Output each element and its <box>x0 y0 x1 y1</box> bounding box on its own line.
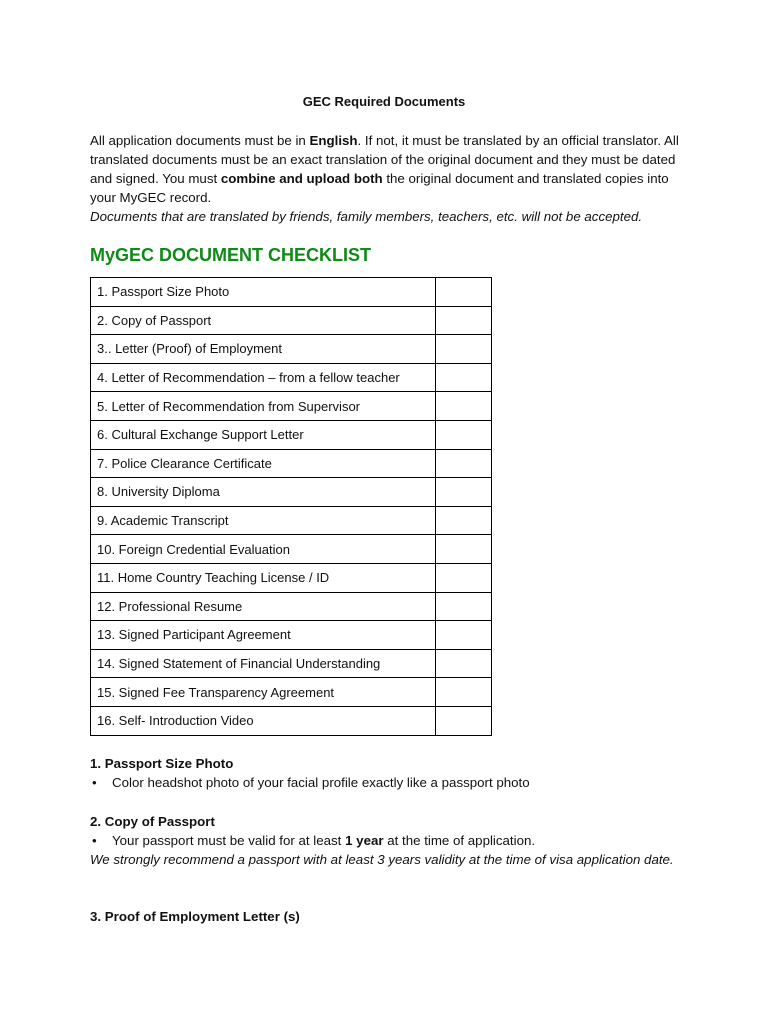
intro-paragraph <box>90 131 690 226</box>
checklist-item-label: 11. Home Country Teaching License / ID <box>91 563 436 592</box>
checklist-check-cell[interactable] <box>436 621 492 650</box>
checklist-row <box>91 592 492 621</box>
checklist-heading: MyGEC DOCUMENT CHECKLIST <box>90 245 372 265</box>
intro-combine: combine and upload both <box>220 171 383 186</box>
intro-text-a: All application documents must be in <box>90 133 310 148</box>
checklist-row <box>91 706 492 735</box>
section-proof-of-employment <box>90 907 690 926</box>
checklist-row <box>91 563 492 592</box>
checklist-item-label: 6. Cultural Exchange Support Letter <box>91 420 436 449</box>
section-copy-of-passport <box>90 812 690 869</box>
checklist-item-label: 12. Professional Resume <box>91 592 436 621</box>
intro-english: English <box>309 133 358 148</box>
checklist-item-label: 13. Signed Participant Agreement <box>91 621 436 650</box>
bullet-icon: • <box>92 775 97 790</box>
checklist-item-label: 1. Passport Size Photo <box>91 278 436 307</box>
checklist-item-label: 5. Letter of Recommendation from Supervisor <box>91 392 436 421</box>
intro-text-b: . If not, it must be translated by an official translator. All translated documents must be an exact translation of the original document and they must be dated and signed. You must <box>90 133 679 186</box>
section-title: 3. Proof of Employment Letter (s) <box>90 909 300 924</box>
checklist-row <box>91 649 492 678</box>
checklist-check-cell[interactable] <box>436 363 492 392</box>
checklist-row <box>91 506 492 535</box>
checklist-check-cell[interactable] <box>436 706 492 735</box>
checklist-row <box>91 420 492 449</box>
checklist-row <box>91 449 492 478</box>
intro-text-c: the original document and translated copies into your MyGEC record. <box>90 171 669 205</box>
checklist-row <box>91 535 492 564</box>
checklist-row <box>91 306 492 335</box>
bullet-icon: • <box>92 833 97 848</box>
page-title: GEC Required Documents <box>302 94 466 109</box>
checklist-row <box>91 621 492 650</box>
section-title: 2. Copy of Passport <box>90 814 215 829</box>
checklist-check-cell[interactable] <box>436 592 492 621</box>
checklist-row <box>91 478 492 507</box>
checklist-item-label: 2. Copy of Passport <box>91 306 436 335</box>
checklist-check-cell[interactable] <box>436 649 492 678</box>
checklist-row <box>91 392 492 421</box>
checklist-item-label: 7. Police Clearance Certificate <box>91 449 436 478</box>
section-title: 1. Passport Size Photo <box>90 756 234 771</box>
checklist-check-cell[interactable] <box>436 678 492 707</box>
checklist-item-label: 16. Self- Introduction Video <box>91 706 436 735</box>
checklist-item-label: 9. Academic Transcript <box>91 506 436 535</box>
document-checklist-table <box>90 277 492 736</box>
checklist-item-label: 8. University Diploma <box>91 478 436 507</box>
checklist-item-label: 4. Letter of Recommendation – from a fellow teacher <box>91 363 436 392</box>
bullet-text-a: Your passport must be valid for at least <box>112 833 346 848</box>
bullet-text-b: at the time of application. <box>383 833 536 848</box>
intro-note: Documents that are translated by friends, family members, teachers, etc. will not be accepted. <box>90 209 643 224</box>
checklist-check-cell[interactable] <box>436 420 492 449</box>
checklist-check-cell[interactable] <box>436 392 492 421</box>
checklist-item-label: 3.. Letter (Proof) of Employment <box>91 335 436 364</box>
checklist-row <box>91 335 492 364</box>
checklist-row <box>91 678 492 707</box>
checklist-row <box>91 278 492 307</box>
checklist-item-label: 15. Signed Fee Transparency Agreement <box>91 678 436 707</box>
checklist-item-label: 14. Signed Statement of Financial Understanding <box>91 649 436 678</box>
passport-note: We strongly recommend a passport with at least 3 years validity at the time of visa application date. <box>90 852 674 867</box>
checklist-check-cell[interactable] <box>436 506 492 535</box>
checklist-row <box>91 363 492 392</box>
section-passport-photo <box>90 754 690 792</box>
checklist-check-cell[interactable] <box>436 278 492 307</box>
bullet-text-bold: 1 year <box>345 833 384 848</box>
checklist-check-cell[interactable] <box>436 478 492 507</box>
checklist-check-cell[interactable] <box>436 449 492 478</box>
checklist-check-cell[interactable] <box>436 535 492 564</box>
bullet-item <box>90 831 690 850</box>
checklist-check-cell[interactable] <box>436 563 492 592</box>
bullet-item <box>90 773 690 792</box>
checklist-check-cell[interactable] <box>436 335 492 364</box>
checklist-check-cell[interactable] <box>436 306 492 335</box>
checklist-item-label: 10. Foreign Credential Evaluation <box>91 535 436 564</box>
bullet-text: Color headshot photo of your facial profile exactly like a passport photo <box>112 775 530 790</box>
